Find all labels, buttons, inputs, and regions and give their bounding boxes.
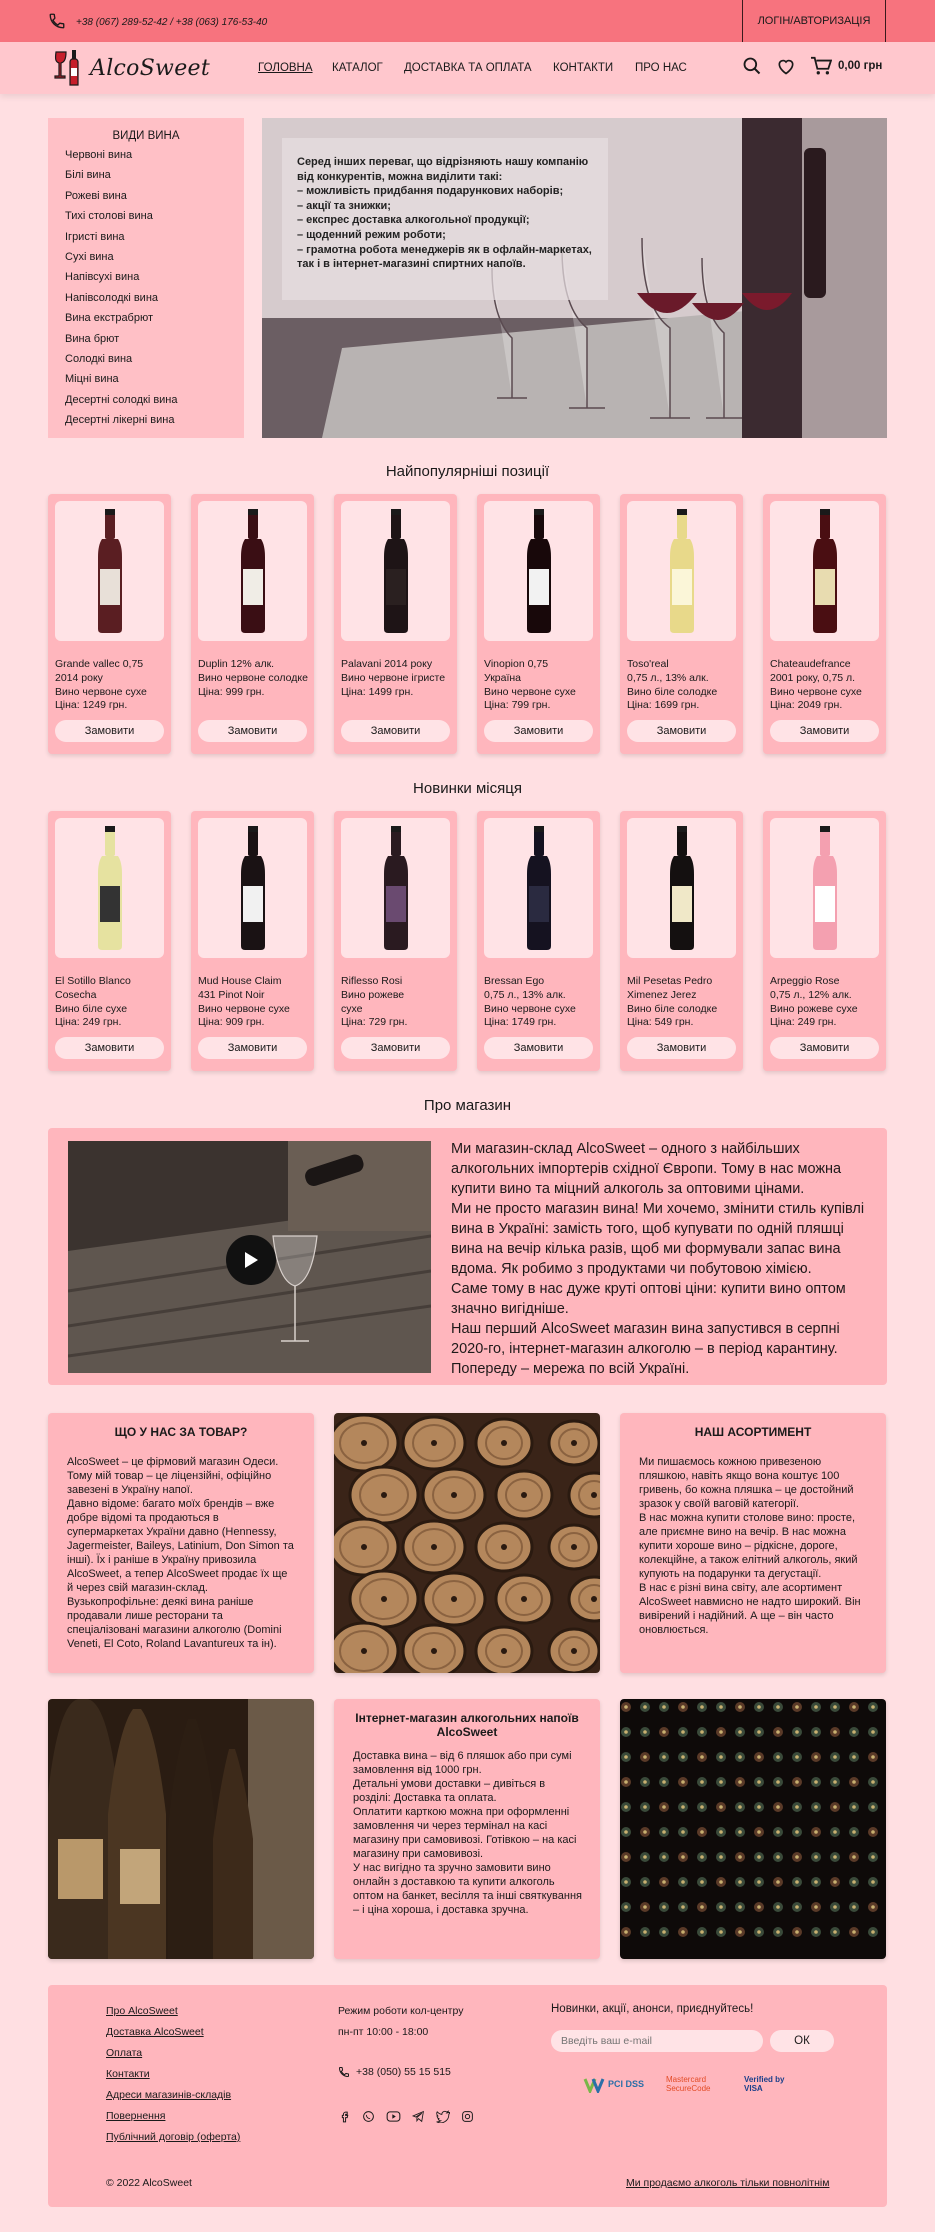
youtube-icon[interactable]	[386, 2110, 401, 2123]
bottle-image	[803, 824, 847, 952]
sidebar-item[interactable]: Тихі столові вина	[65, 210, 153, 223]
schedule-title: Режим роботи кол-центру	[338, 2005, 464, 2017]
schedule-hours: пн-пт 10:00 - 18:00	[338, 2026, 429, 2038]
bottle-image	[374, 507, 418, 635]
order-button[interactable]: Замовити	[198, 720, 307, 742]
top-bar	[0, 0, 935, 42]
product-card[interactable]	[48, 811, 171, 1071]
wine-types-sidebar	[48, 118, 244, 438]
payment-logos	[583, 2075, 786, 2093]
play-icon	[242, 1250, 260, 1270]
email-input[interactable]	[551, 2030, 763, 2052]
about-section	[48, 1128, 887, 1385]
nav-contacts[interactable]: КОНТАКТИ	[553, 62, 614, 74]
login-button[interactable]: ЛОГІН/АВТОРИЗАЦІЯ	[742, 0, 886, 42]
assortment-title: НАШ АСОРТИМЕНТ	[694, 1425, 812, 1439]
product-card[interactable]	[620, 494, 743, 754]
wine-cellar-photo	[620, 1699, 886, 1959]
goods-panel	[48, 1413, 314, 1673]
product-info[interactable]: Mil Pesetas Pedro Ximenez Jerez Вино біле солодке Ціна: 549 грн.	[627, 975, 718, 1029]
bottle-image	[88, 824, 132, 952]
sidebar-item[interactable]: Ігристі вина	[65, 230, 125, 243]
sidebar-item[interactable]: Білі вина	[65, 169, 111, 182]
bottle-image	[517, 824, 561, 952]
sidebar-item[interactable]: Червоні вина	[65, 149, 133, 161]
product-card[interactable]	[48, 494, 171, 754]
subscribe-button[interactable]: ОК	[770, 2030, 834, 2052]
whatsapp-icon[interactable]	[362, 2110, 375, 2123]
product-image[interactable]	[484, 818, 593, 958]
product-image[interactable]	[198, 818, 307, 958]
cart-icon	[810, 56, 832, 76]
product-info[interactable]: Grande vallec 0,75 2014 року Вино червоне сухе Ціна: 1249 грн.	[55, 658, 147, 712]
product-card[interactable]	[334, 811, 457, 1071]
schedule	[338, 2005, 463, 2078]
product-image[interactable]	[198, 501, 307, 641]
pci-dss-logo: PCI DSS	[583, 2075, 644, 2093]
phone-icon	[338, 2066, 350, 2078]
shop-title: Інтернет-магазин алкогольних напоїв AlcoSweet	[355, 1711, 579, 1739]
cart-total: 0,00 грн	[838, 60, 883, 72]
novelties-title: Новинки місяця	[413, 780, 522, 797]
product-info[interactable]: Palavani 2014 року Вино червоне ігристе Ціна: 1499 грн.	[341, 658, 446, 698]
product-card[interactable]	[334, 494, 457, 754]
hero-text: Серед інших переваг, що відрізняють нашу компанію від конкурентів, можна виділити такі: – можливість придбання подарункових наборів; – акції та знижки; – експрес доставка алкогольної продукції; – щоденний режим роботи; – грамотна робота менеджерів як в офлайн-маркетах, так і в інтернет-магазині спиртних напоїв.	[297, 156, 592, 271]
cart[interactable]	[810, 56, 882, 76]
sidebar-item[interactable]: Солодкі вина	[65, 352, 133, 365]
search-icon[interactable]	[742, 56, 762, 76]
assortment-panel	[620, 1413, 886, 1673]
product-image[interactable]	[55, 818, 164, 958]
product-info[interactable]: Bressan Ego 0,75 л., 13% алк. Вино червоне сухе Ціна: 1749 грн.	[484, 975, 576, 1029]
sidebar-title: ВИДИ ВИНА	[112, 130, 180, 142]
product-card[interactable]	[763, 811, 886, 1071]
sidebar-item[interactable]: Десертні лікерні вина	[65, 414, 175, 427]
product-info[interactable]: Mud House Claim 431 Pinot Noir Вино червоне сухе Ціна: 909 грн.	[198, 975, 290, 1029]
product-info[interactable]: El Sotillo Blanco Cosecha Вино біле сухе Ціна: 249 грн.	[55, 975, 131, 1029]
assortment-text: Ми пишаємось кожною привезеною пляшкою, навіть якщо вона коштує 100 гривень, бо кожна пляшка – це достойний зразок у своїй ваговій категорії. В нас можна купити столове вино: просте, але приємне вино на вечір. В нас можна купити хороше вино – рідкісне, дороге, колекційне, а також елітний алкоголь, який купують на подарунки та дегустації. В нас є різні вина світу, але асортимент AlcoSweet навмисно не надто широкий. Він вивірений і надійний. А ще – він часто оновлюється.	[639, 1456, 861, 1636]
product-image[interactable]	[341, 818, 450, 958]
product-info[interactable]: Vinopion 0,75 Україна Вино червоне сухе Ціна: 799 грн.	[484, 658, 576, 712]
product-image[interactable]	[627, 818, 736, 958]
wine-logo-icon	[52, 48, 84, 88]
phone-numbers[interactable]: +38 (067) 289-52-42 / +38 (063) 176-53-40	[76, 17, 268, 28]
nav-about[interactable]: ПРО НАС	[635, 62, 687, 74]
bottle-image	[660, 507, 704, 635]
brand-name: AlcoSweet	[90, 55, 210, 81]
sidebar-list	[65, 149, 244, 434]
main-nav	[0, 42, 935, 94]
product-card[interactable]	[620, 811, 743, 1071]
bottle-image	[231, 824, 275, 952]
product-card[interactable]	[477, 811, 600, 1071]
order-button[interactable]: Замовити	[198, 1037, 307, 1059]
visa-logo: Verified by VISA	[744, 2075, 785, 2093]
about-text: Ми магазин-склад AlcoSweet – одного з найбільших алкогольних імпортерів східної Європи. Тому в нас можна купити вино та міцний алкоголь за оптовими цінами. Ми не просто магазин вина! Ми хочемо, змінити стиль купівлі вина в Україні: замість того, щоб купувати по одній пляшці вина на вечір кілька разів, щоб ми формували запас вина вдома. Як робимо з продуктами чи побутовою хімією. Саме тому в нас дуже круті оптові ціни: купити вино оптом значно вигідніше. Наш перший AlcoSweet магазин вина запустився в серпні 2020-го, інтернет-магазин алкоголю – в період карантину. Попереду – мережа по всій Україні.	[451, 1141, 865, 1377]
bottle-image	[517, 507, 561, 635]
footer-link[interactable]: Повернення	[106, 2110, 166, 2122]
sidebar-item[interactable]: Вина брют	[65, 332, 120, 345]
heart-icon[interactable]	[776, 56, 796, 76]
play-button[interactable]	[226, 1235, 276, 1285]
copyright: © 2022 AlcoSweet	[106, 2177, 192, 2189]
sidebar-item[interactable]: Сухі вина	[65, 250, 114, 263]
product-card[interactable]	[763, 494, 886, 754]
twitter-icon[interactable]	[436, 2110, 450, 2123]
bottle-image	[660, 824, 704, 952]
hero-text-box	[282, 138, 608, 300]
product-image[interactable]	[55, 501, 164, 641]
bottle-image	[88, 507, 132, 635]
nav-home[interactable]: ГОЛОВНА	[258, 62, 313, 74]
bottle-image	[231, 507, 275, 635]
shop-panel	[334, 1699, 600, 1959]
telegram-icon[interactable]	[412, 2110, 425, 2123]
product-image[interactable]	[770, 501, 879, 641]
product-info[interactable]: Riflesso Rosi Вино рожеве сухе Ціна: 729 грн.	[341, 975, 408, 1029]
instagram-icon[interactable]	[461, 2110, 474, 2123]
about-title: Про магазин	[423, 1097, 512, 1114]
product-card[interactable]	[477, 494, 600, 754]
order-button[interactable]: Замовити	[55, 1037, 164, 1059]
product-card[interactable]	[191, 811, 314, 1071]
hero-banner	[262, 118, 887, 438]
order-button[interactable]: Замовити	[55, 720, 164, 742]
product-image[interactable]	[627, 501, 736, 641]
order-button[interactable]: Замовити	[627, 1037, 736, 1059]
nav-catalog[interactable]: КАТАЛОГ	[332, 62, 383, 74]
mastercard-logo: Mastercard SecureCode	[666, 2075, 711, 2093]
footer-link[interactable]: Контакти	[106, 2068, 150, 2080]
adult-notice[interactable]: Ми продаємо алкоголь тільки повнолітнім	[626, 2177, 830, 2189]
sidebar-item[interactable]: Напівсолодкі вина	[65, 291, 159, 304]
footer-link[interactable]: Адреси магазинів-складів	[106, 2089, 232, 2101]
product-image[interactable]	[484, 501, 593, 641]
footer-link[interactable]: Оплата	[106, 2047, 143, 2059]
facebook-icon[interactable]	[338, 2110, 351, 2123]
sidebar-item[interactable]: Вина екстрабрют	[65, 312, 154, 325]
newsletter-title: Новинки, акції, анонси, приєднуйтесь!	[551, 2003, 754, 2015]
footer-phone[interactable]	[338, 2066, 463, 2078]
product-card[interactable]	[191, 494, 314, 754]
order-button[interactable]: Замовити	[627, 720, 736, 742]
footer-links	[106, 2005, 240, 2152]
product-image[interactable]	[341, 501, 450, 641]
phone-icon	[48, 12, 66, 33]
bottle-image	[803, 507, 847, 635]
product-info[interactable]: Duplin 12% алк. Вино червоне солодке Ціна: 999 грн.	[198, 658, 308, 698]
nav-delivery[interactable]: ДОСТАВКА ТА ОПЛАТА	[404, 62, 532, 74]
footer-link[interactable]: Доставка AlcoSweet	[106, 2026, 204, 2038]
product-info[interactable]: Arpeggio Rose 0,75 л., 12% алк. Вино рожеве сухе Ціна: 249 грн.	[770, 975, 858, 1029]
footer-link[interactable]: Про AlcoSweet	[106, 2005, 178, 2017]
nav-icons	[742, 56, 882, 76]
bottles-shelf-photo	[48, 1699, 314, 1959]
logo[interactable]	[52, 48, 210, 88]
product-info[interactable]: Chateaudefrance 2001 року, 0,75 л. Вино червоне сухе Ціна: 2049 грн.	[770, 658, 862, 712]
goods-text: AlcoSweet – це фірмовий магазин Одеси. Тому мій товар – це ліцензійні, офіційно завезені в Україну напої. Давно відоме: багато моїх брендів – вже добре відомі та продаються в супермаркетах України давно (Hennessy, Jagermeister, Baileys, Latinium, Don Simon та інші). Їх і раніше в Україну привозила AlcoSweet, а тепер AlcoSweet продає їх ще й через свій магазин-склад. Вузькопрофільне: деякі вина раніше продавали лише ресторани та спеціалізовані магазини алкоголю (Domini Veneti, El Coto, Roland Lavantureux та ін).	[67, 1456, 294, 1650]
sidebar-item[interactable]: Напівсухі вина	[65, 271, 140, 284]
product-info[interactable]: Toso'real 0,75 л., 13% алк. Вино біле солодке Ціна: 1699 грн.	[627, 658, 718, 712]
order-button[interactable]: Замовити	[341, 1037, 450, 1059]
order-button[interactable]: Замовити	[770, 720, 879, 742]
popular-title: Найпопулярніші позиції	[385, 463, 550, 480]
footer-phone-number: +38 (050) 55 15 515	[356, 2066, 451, 2078]
footer	[48, 1985, 887, 2207]
order-button[interactable]: Замовити	[484, 1037, 593, 1059]
phones	[48, 12, 267, 33]
shop-text: Доставка вина – від 6 пляшок або при сумі замовлення від 1000 грн. Детальні умови доставки – дивіться в розділі: Доставка та оплата. Оплатити карткою можна при оформленні замовлення чи через термінал на касі магазину при самовивозі. Готівкою – на касі магазину при самовивозі. У нас вигідно та зручно замовити вино онлайн з доставкою та купити алкоголь оптом на банкет, весілля та інші святкування – і ціна хороша, і доставка зручна.	[353, 1750, 582, 1916]
bottle-image	[374, 824, 418, 952]
social-links	[338, 2110, 474, 2123]
order-button[interactable]: Замовити	[484, 720, 593, 742]
footer-link[interactable]: Публічний договір (оферта)	[106, 2131, 241, 2143]
sidebar-item[interactable]: Рожеві вина	[65, 189, 127, 202]
product-image[interactable]	[770, 818, 879, 958]
order-button[interactable]: Замовити	[770, 1037, 879, 1059]
order-button[interactable]: Замовити	[341, 720, 450, 742]
barrels-photo	[334, 1413, 600, 1673]
video-player[interactable]	[68, 1141, 431, 1373]
sidebar-item[interactable]: Десертні солодкі вина	[65, 393, 178, 406]
goods-title: ЩО У НАС ЗА ТОВАР?	[114, 1425, 248, 1439]
sidebar-item[interactable]: Міцні вина	[65, 373, 119, 386]
